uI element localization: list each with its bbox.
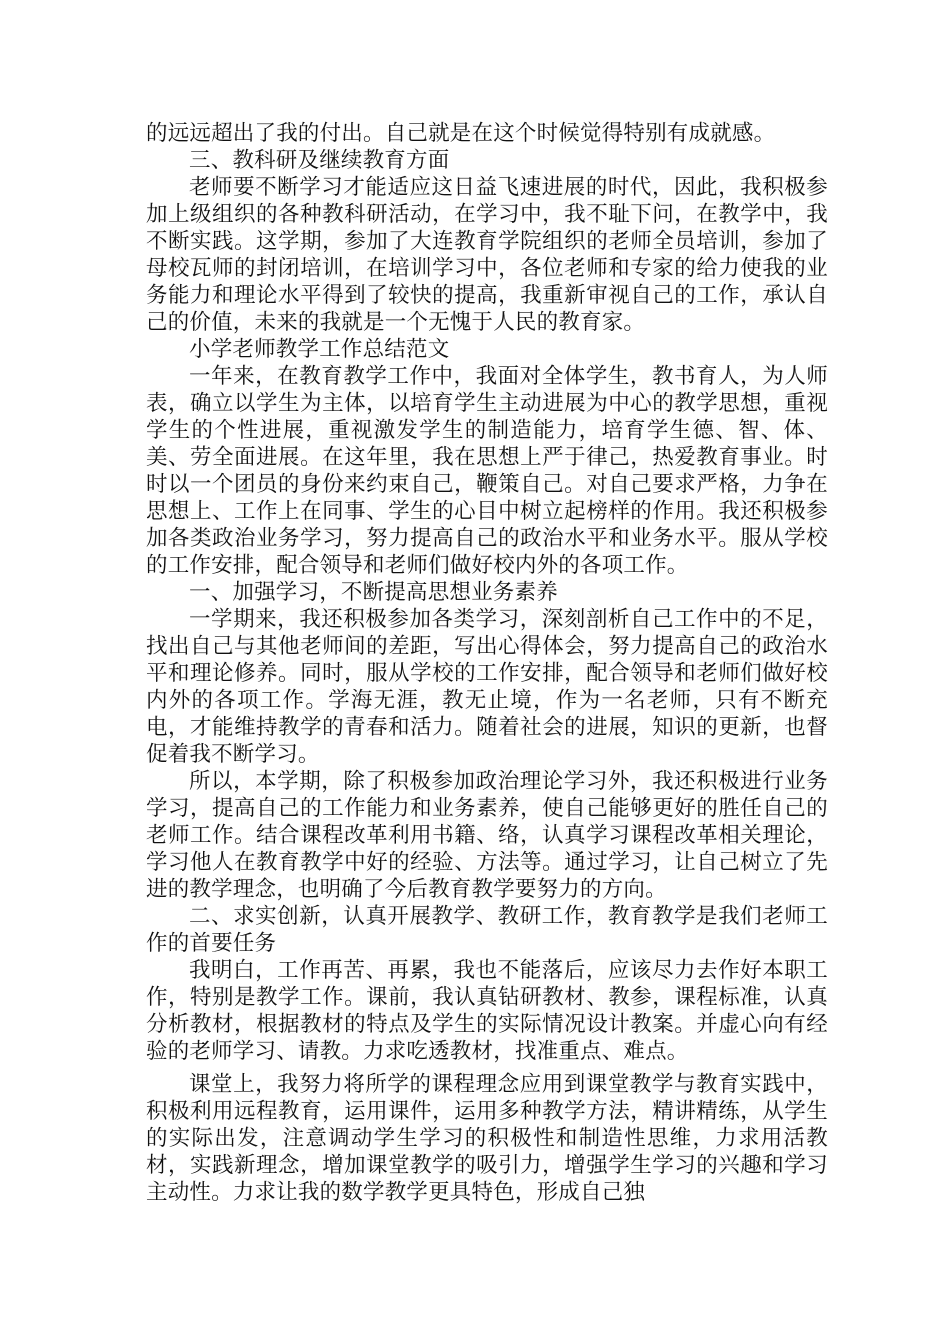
document-body — [146, 120, 828, 1206]
paragraph-continuation: 的远远超出了我的付出。自己就是在这个时候觉得特别有成就感。 — [146, 121, 776, 146]
paragraph-intro: 一年来，在教育教学工作中，我面对全体学生，教书育人，为人师表，确立以学生为主体，以培育学生主动进展为中心的教学思想，重视学生的个性进展，重视激发学生的制造能力，培育学生德、智、体、美、劳全面进展。在这年里，我在思想上严于律己，热爱教育事业。时时以一个团员的身份来约束自己，鞭策自己。对自己要求严格，力争在思想上、工作上在同事、学生的心目中树立起榜样的作用。我还积极参加各类政治业务学习，努力提高自己的政治水平和业务水平。服从学校的工作安排，配合领导和老师们做好校内外的各项工作。 — [146, 364, 828, 578]
paragraph-classroom: 课堂上，我努力将所学的课程理念应用到课堂教学与教育实践中，积极利用远程教育，运用课件，运用多种教学方法，精讲精练，从学生的实际出发，注意调动学生学习的积极性和制造性思维，力求用活教材，实践新理念，增加课堂教学的吸引力，增强学生学习的兴趣和学习主动性。力求让我的数学教学更具特色，形成自己独 — [146, 1072, 828, 1205]
paragraph-study: 一学期来，我还积极参加各类学习，深刻剖析自己工作中的不足，找出自己与其他老师间的差距，写出心得体会，努力提高自己的政治水平和理论修养。同时，服从学校的工作安排，配合领导和老师们做好校内外的各项工作。学海无涯，教无止境，作为一名老师，只有不断充电，才能维持教学的青春和活力。随着社会的进展，知识的更新，也督促着我不断学习。 — [146, 607, 828, 767]
paragraph-study-cont: 所以，本学期，除了积极参加政治理论学习外，我还积极进行业务学习，提高自己的工作能力和业务素养，使自己能够更好的胜任自己的老师工作。结合课程改革利用书籍、络，认真学习课程改革相关理论，学习他人在教育教学中好的经验、方法等。通过学习，让自己树立了先进的教学理念，也明确了今后教育教学要努力的方向。 — [146, 769, 828, 902]
document-title: 小学老师教学工作总结范文 — [189, 337, 450, 362]
section-heading-innovation: 二、求实创新，认真开展教学、教研工作，教育教学是我们老师工作的首要任务 — [146, 904, 828, 956]
paragraph-teaching: 我明白，工作再苦、再累，我也不能落后，应该尽力去作好本职工作，特别是教学工作。课前，我认真钻研教材、教参，课程标准，认真分析教材，根据教材的特点及学生的实际情况设计教案。并虚心向有经验的老师学习、请教。力求吃透教材，找准重点、难点。 — [146, 958, 828, 1064]
section-heading-study: 一、加强学习，不断提高思想业务素养 — [189, 580, 558, 605]
section-heading-research: 三、教科研及继续教育方面 — [189, 148, 450, 173]
paragraph-research: 老师要不断学习才能适应这日益飞速进展的时代，因此，我积极参加上级组织的各种教科研活动，在学习中，我不耻下问，在教学中，我不断实践。这学期，参加了大连教育学院组织的老师全员培训，参加了母校瓦师的封闭培训，在培训学习中，各位老师和专家的给力使我的业务能力和理论水平得到了较快的提高，我重新审视自己的工作，承认自己的价值，未来的我就是一个无愧于人民的教育家。 — [146, 175, 828, 335]
